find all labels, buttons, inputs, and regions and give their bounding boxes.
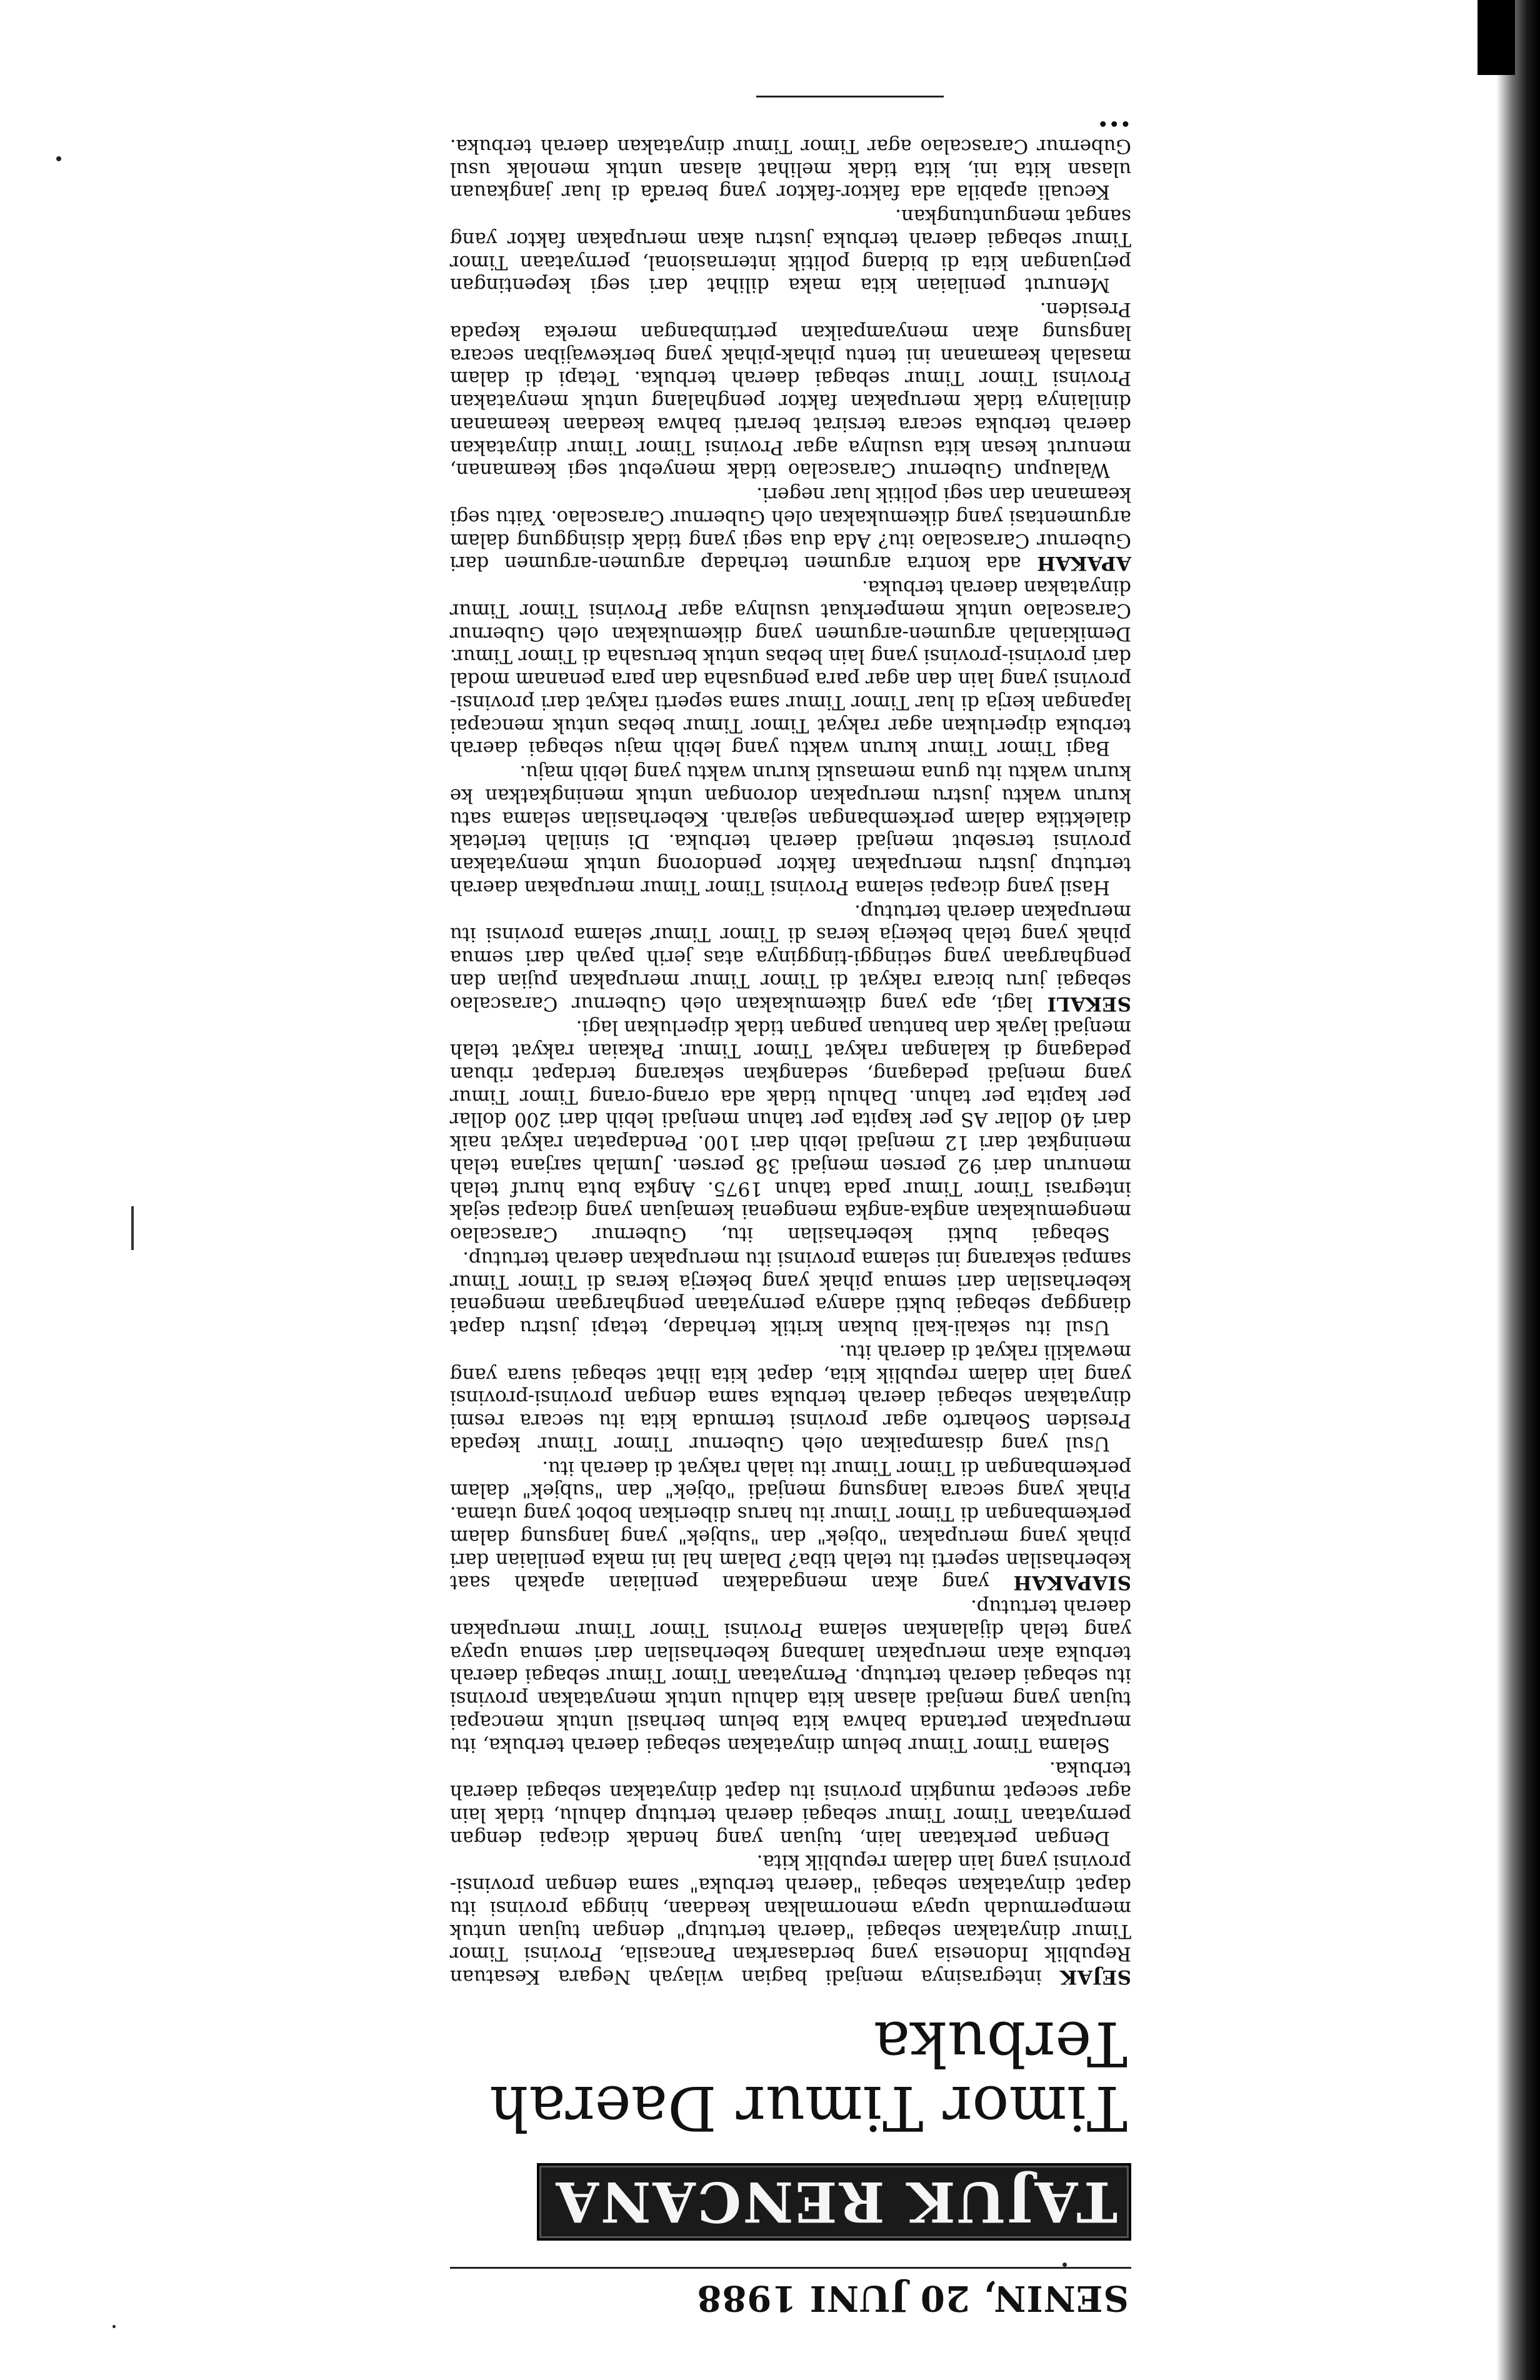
paragraph-text: Dengan perkataan lain, tujuan yang hendak dicapai dengan pernyataan Timor Timur sebagai daerah tertutup dahulu, tidak lain agar secepat mungkin provinsi itu dapat dinyatakan sebagai daerah terbuka. <box>450 1758 1131 1849</box>
paragraph-text: yang akan mengadakan penilaian apakah saat keberhasilan seperti itu telah tiba? Dalam hal ini maka penilaian dari pihak yang merupakan "objek" dan "subjek" yang langsung dalam perkembangan di Timor Timur itu harus diberikan bobot yang utama. Pihak yang secara langsung menjadi "objek" dan "subjek" dalam perkembangan di Timor Timur itu ialah rakyat di daerah itu. <box>450 1456 1131 1594</box>
paragraph-text: Usul yang disampaikan oleh Gubernur Timor Timur kepada Presiden Soeharto agar provinsi termuda kita itu secara resmi dinyatakan sebagai daerah terbuka sama dengan provinsi-provinsi yang lain dalam republik kita, dapat kita lihat sebagai suara yang mewakili rakyat di daerah itu. <box>450 1340 1131 1455</box>
article-paragraph <box>450 1016 1131 1246</box>
paragraph-text: Bagi Timor Timur kurun waktu yang lebih maju sebagai daerah terbuka diperlukan agar rakyat Timor Timur bebas untuk mencapai lapangan kerja di luar Timor Timur sama seperti rakyat dari provinsi-provinsi yang lain dan agar para pengusaha dan para penanam modal dari provinsi-provinsi yang lain bebas untuk berusaha di Timor Timur. Demikianlah argumen-argumen yang dikemukakan oleh Gubernur Carascalao untuk memperkuat usulnya agar Provinsi Timor Timur dinyatakan daerah terbuka. <box>450 576 1131 760</box>
newspaper-clipping <box>450 88 1131 2325</box>
paragraph-text: lagi, apa yang dikemukakan oleh Gubernur Carascalao sebagai juru bicara rakyat di Timor Timur merupakan pujian dan penghargaan yang setinggi-tingginya atas jerih payah dari semua pihak yang telah bekerja keras di Timor Timur selama provinsi itu merupakan daerah tertutup. <box>450 900 1131 1015</box>
article-paragraph <box>450 298 1131 481</box>
dateline: SENIN, 20 JUNI 1988 <box>450 2267 1131 2325</box>
paragraph-text: Sebagai bukti keberhasilan itu, Gubernur Carascalao mengemukakan angka-angka mengenai kemajuan yang dicapai sejak integrasi Timor Timur pada tahun 1975. Angka buta huruf telah menurun dari 92 persen menjadi 38 persen. Jumlah sarjana telah meningkat dari 12 menjadi lebih dari 100. Pendapatan rakyat naik dari 40 dollar AS per kapita per tahun menjadi lebih dari 200 dollar per kapita per tahun. Dahulu tidak ada orang-orang Timor Timur yang menjadi pedagang, sedangkan sekarang terdapat ribuan pedagang di kalangan rakyat Timor Timur. Pakaian rakyat telah menjadi layak dan bantuan pangan tidak diperlukan lagi. <box>450 1016 1131 1246</box>
scan-edge <box>1496 0 1540 2380</box>
article-paragraph <box>450 1456 1131 1594</box>
article-paragraph <box>450 900 1131 1015</box>
article-body <box>450 111 1131 1988</box>
article-paragraph <box>450 1595 1131 1756</box>
paragraph-lead-word: APAKAH <box>1036 552 1131 575</box>
paragraph-text: ada kontra argumen terhadap argumen-argumen dari Gubernur Carascalao itu? Ada dua segi yang tidak disinggung dalam argumentasi yang dikemukakan oleh Gubernur Carascalao. Yaitu segi keamanan dan segi politik luar negeri. <box>450 483 1131 575</box>
end-rule <box>756 96 944 98</box>
paragraph-lead-word: SIAPAKAH <box>1012 1571 1131 1594</box>
paragraph-text: Walaupun Gubernur Carascalao tidak menyebut segi keamanan, menurut kesan kita usulnya agar Provinsi Timor Timur dinyatakan daerah terbuka secara tersirat berarti bahwa keadaan keamanan dinilainya tidak merupakan faktor penghalang untuk menyatakan Provinsi Timor Timur sebagai daerah terbuka. Tetapi di dalam masalah keamanan ini tentu pihak-pihak yang berkewajiban secara langsung akan menyampaikan pertimbangan mereka kepada Presiden. <box>450 298 1131 482</box>
paragraph-text: Hasil yang dicapai selama Provinsi Timor Timur merupakan daerah tertutup justru merupakan faktor pendorong untuk menyatakan provinsi tersebut menjadi daerah terbuka. Di sinilah terletak dialektika dalam perkembangan sejarah. Keberhasilan selama satu kurun waktu justru merupakan dorongan untuk meningkatkan ke kurun waktu itu guna memasuki kurun waktu yang lebih maju. <box>450 761 1131 899</box>
article-paragraph <box>450 1758 1131 1849</box>
article-paragraph <box>450 111 1131 203</box>
paragraph-text: Menurut penilaian kita maka dilihat dari segi kepentingan perjuangan kita di bidang politik internasional, pernyataan Timor Timur sebagai daerah terbuka justru akan merupakan faktor yang sangat menguntungkan. <box>450 205 1131 297</box>
article-paragraph <box>450 204 1131 296</box>
article-paragraph <box>450 1851 1131 1989</box>
article-paragraph <box>450 576 1131 759</box>
paragraph-text: Kecuali apabila ada faktor-faktor yang berada di luar jangkauan ulasan kita ini, kita tidak melihat alasan untuk menolak usul Gubernur Carascalao agar Timor Timur dinyatakan daerah terbuka. ••• <box>450 112 1131 204</box>
margin-mark <box>131 1206 134 1250</box>
article-paragraph <box>450 1340 1131 1455</box>
headline: Timor Timur Daerah Terbuka <box>489 2008 1128 2143</box>
paragraph-lead-word: SEJAK <box>1059 1966 1131 1989</box>
article-paragraph <box>450 761 1131 899</box>
paragraph-text: Usul itu sekali-kali bukan kritik terhadap, tetapi justru dapat dianggap sebagai bukti adanya pernyataan penghargaan mengenai keberhasilan dari semua pihak yang bekerja keras di Timor Timur sampai sekarang ini selama provinsi itu merupakan daerah tertutup. <box>450 1247 1131 1339</box>
paragraph-lead-word: SEKALI <box>1046 992 1131 1015</box>
scan-notch <box>1478 0 1515 75</box>
article-paragraph <box>450 482 1131 574</box>
paragraph-text: integrasinya menjadi bagian wilayah Negara Kesatuan Republik Indonesia yang berdasarkan Pancasila, Provinsi Timor Timur dinyatakan sebagai "daerah tertutup" dengan tujuan untuk mempermudah upaya menormalkan keadaan, hingga provinsi itu dapat dinyatakan sebagai "daerah terbuka" sama dengan provinsi-provinsi yang lain dalam republik kita. <box>450 1851 1131 1989</box>
section-banner: TAJUK RENCANA <box>537 2163 1131 2241</box>
paragraph-text: Selama Timor Timur belum dinyatakan sebagai daerah terbuka, itu merupakan pertanda bahwa kita belum berhasil untuk mencapai tujuan yang menjadi alasan kita dahulu untuk menyatakan provinsi itu sebagai daerah tertutup. Pernyataan Timor Timur sebagai daerah terbuka akan merupakan lambang keberhasilan dari semua upaya yang telah dijalankan selama Provinsi Timor Timur merupakan daerah tertutup. <box>450 1596 1131 1756</box>
article-paragraph <box>450 1247 1131 1339</box>
